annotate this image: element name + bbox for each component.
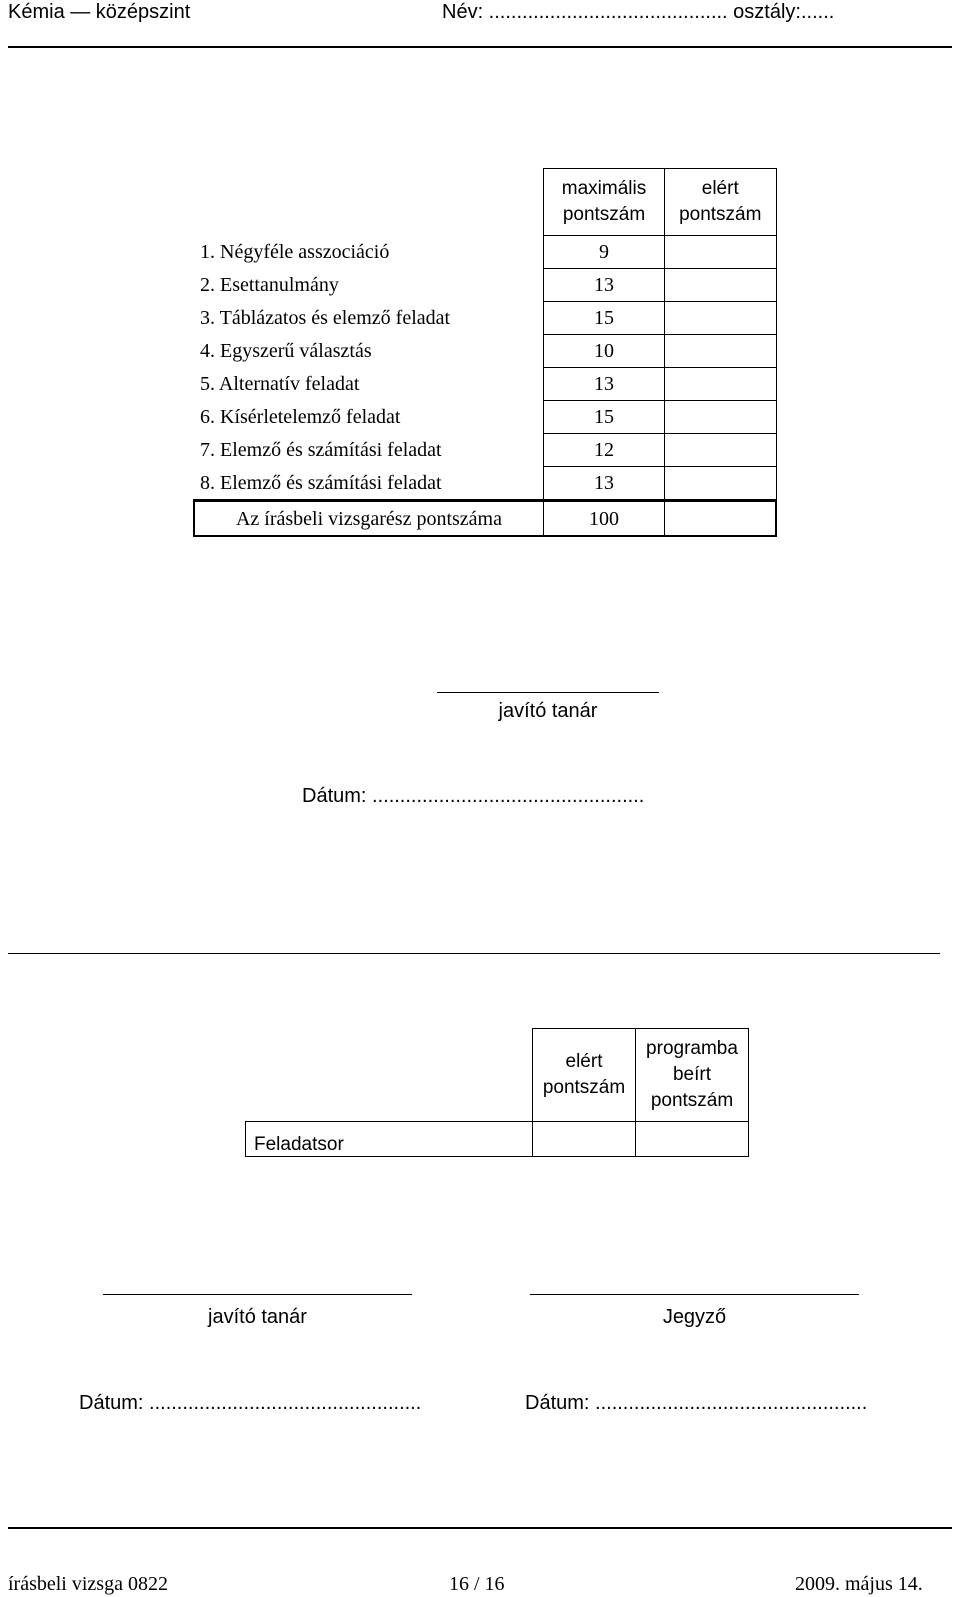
table-row [194, 335, 776, 368]
table-row [194, 467, 776, 501]
task-label: 1. Négyféle asszociáció [200, 241, 390, 263]
col-achieved-points: elért pontszám [665, 169, 777, 236]
table-row [194, 302, 776, 335]
total-row [194, 501, 776, 537]
total-max: 100 [544, 501, 665, 537]
col-entered-points: programba beírt pontszám [636, 1029, 749, 1122]
task-max: 13 [544, 368, 665, 401]
score-table-header [194, 169, 776, 236]
task-label: 6. Kísérletelemző feladat [200, 406, 401, 428]
header-name-field: Név: ........................................... osztály:...... [442, 1, 835, 23]
footer-rule [8, 1527, 952, 1529]
row-label: Feladatsor [246, 1122, 533, 1157]
task-achieved-cell[interactable] [665, 335, 777, 368]
table-row [194, 269, 776, 302]
footer-date: 2009. május 14. [795, 1573, 923, 1595]
task-max: 13 [544, 269, 665, 302]
footer-page-number: 16 / 16 [449, 1573, 505, 1595]
achieved-cell[interactable] [533, 1122, 636, 1157]
table-row [194, 368, 776, 401]
task-achieved-cell[interactable] [665, 302, 777, 335]
task-max: 9 [544, 236, 665, 269]
col-max-points: maximális pontszám [544, 169, 665, 236]
signature-line-right [530, 1294, 859, 1295]
header-subject: Kémia — középszint [8, 1, 191, 23]
task-achieved-cell[interactable] [665, 368, 777, 401]
score-table [193, 168, 777, 537]
task-label: 4. Egyszerű választás [200, 340, 372, 362]
task-label: 8. Elemző és számítási feladat [200, 471, 442, 494]
table-row [246, 1122, 749, 1157]
footer-exam-code: írásbeli vizsga 0822 [8, 1573, 168, 1595]
task-max: 10 [544, 335, 665, 368]
task-label: 3. Táblázatos és elemző feladat [200, 307, 451, 329]
task-max: 15 [544, 302, 665, 335]
date-field-left: Dátum: ................................................. [79, 1392, 422, 1414]
task-achieved-cell[interactable] [665, 269, 777, 302]
signature-role: javító tanár [498, 700, 598, 722]
date-field: Dátum: ................................................. [302, 785, 645, 807]
entered-cell[interactable] [636, 1122, 749, 1157]
task-achieved-cell[interactable] [665, 467, 777, 501]
task-achieved-cell[interactable] [665, 434, 777, 467]
signature-role-right: Jegyző [662, 1306, 727, 1328]
program-table-header [246, 1029, 749, 1122]
task-achieved-cell[interactable] [665, 401, 777, 434]
signature-line-left [103, 1294, 412, 1295]
task-max: 15 [544, 401, 665, 434]
signature-role-left: javító tanár [208, 1306, 307, 1328]
task-label: 7. Elemző és számítási feladat [200, 439, 442, 461]
table-row [194, 401, 776, 434]
table-row [194, 434, 776, 467]
program-table [245, 1028, 749, 1157]
col-achieved-points: elért pontszám [533, 1029, 636, 1122]
task-label: 2. Esettanulmány [200, 274, 339, 296]
section-divider [8, 953, 940, 954]
header-rule [8, 46, 952, 48]
task-max: 12 [544, 434, 665, 467]
table-row [194, 236, 776, 269]
header-spacer [246, 1029, 533, 1122]
signature-line [437, 692, 659, 693]
date-field-right: Dátum: ................................................. [525, 1392, 868, 1414]
total-label: Az írásbeli vizsgarész pontszáma [194, 501, 544, 537]
task-max: 13 [544, 467, 665, 501]
task-achieved-cell[interactable] [665, 236, 777, 269]
header-spacer [194, 169, 544, 236]
task-label: 5. Alternatív feladat [200, 373, 360, 395]
total-achieved-cell[interactable] [665, 501, 777, 537]
